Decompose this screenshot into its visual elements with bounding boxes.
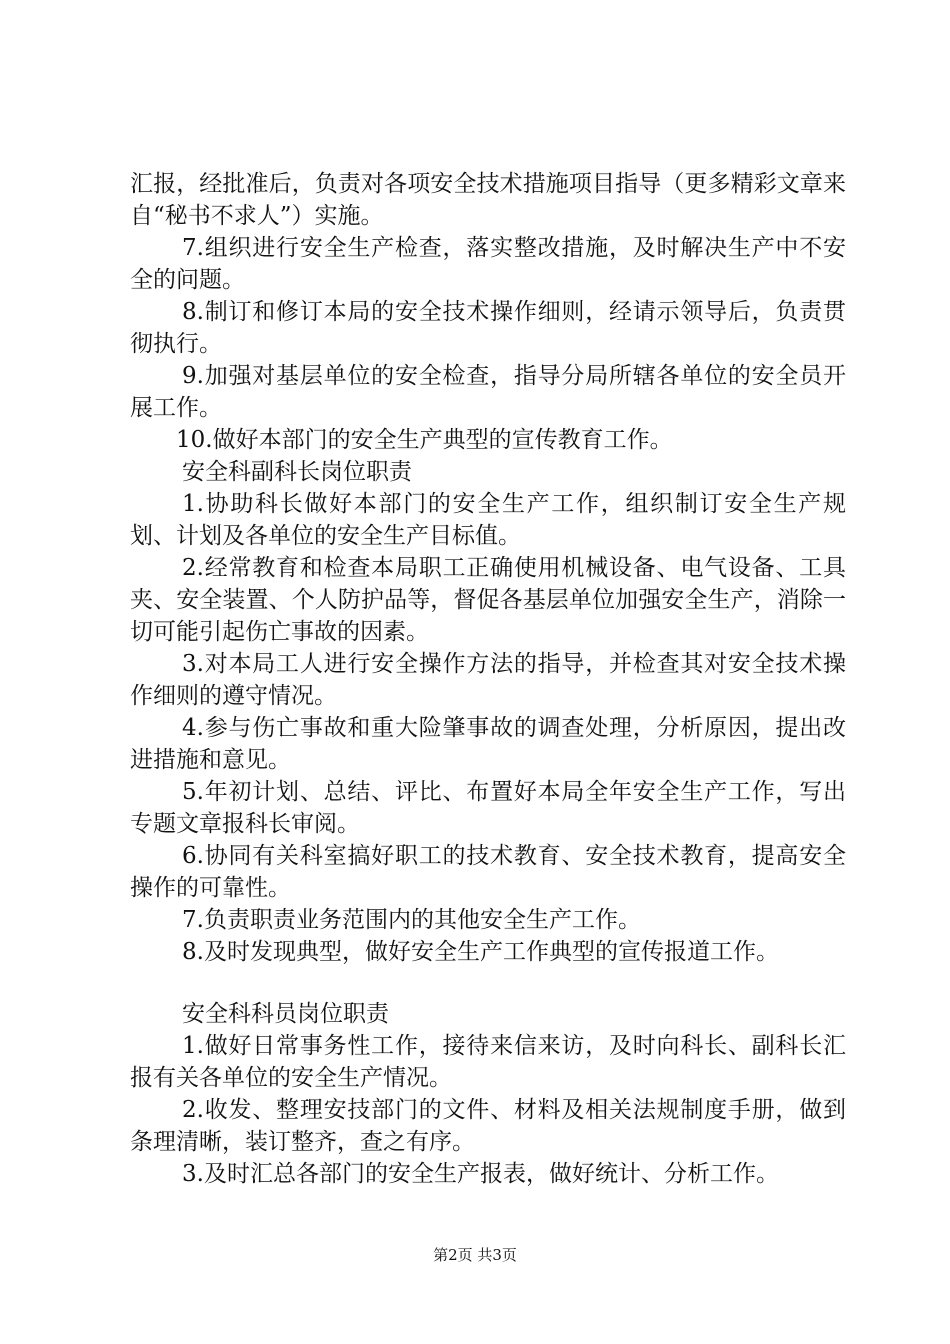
document-body: [130, 168, 846, 1190]
paragraph-staff-item-2: 2.收发、整理安技部门的文件、材料及相关法规制度手册，做到条理清晰，装订整齐，查之有序。: [130, 1097, 846, 1155]
paragraph-continuation: 汇报，经批准后，负责对各项安全技术措施项目指导（更多精彩文章来自“秘书不求人”）实施。: [130, 171, 846, 229]
paragraph-deputy-item-5: 5.年初计划、总结、评比、布置好本局全年安全生产工作，写出专题文章报科长审阅。: [130, 779, 846, 837]
paragraph-staff-item-1: 1.做好日常事务性工作，接待来信来访，及时向科长、副科长汇报有关各单位的安全生产情况。: [130, 1033, 846, 1091]
paragraph-deputy-item-2: 2.经常教育和检查本局职工正确使用机械设备、电气设备、工具夹、安全装置、个人防护品等，督促各基层单位加强安全生产，消除一切可能引起伤亡事故的因素。: [130, 555, 846, 645]
paragraph-deputy-item-8: 8.及时发现典型，做好安全生产工作典型的宣传报道工作。: [182, 939, 779, 965]
paragraph-deputy-item-3: 3.对本局工人进行安全操作方法的指导，并检查其对安全技术操作细则的遵守情况。: [130, 651, 846, 709]
page-footer: 第2页 共3页: [433, 1246, 517, 1264]
paragraph-deputy-item-1: 1.协助科长做好本部门的安全生产工作，组织制订安全生产规划、计划及各单位的安全生产目标值。: [130, 491, 846, 549]
paragraph-item-7: 7.组织进行安全生产检查，落实整改措施，及时解决生产中不安全的问题。: [130, 235, 846, 293]
paragraph-gap: [130, 968, 846, 998]
paragraph-deputy-item-4: 4.参与伤亡事故和重大险肇事故的调查处理，分析原因，提出改进措施和意见。: [130, 715, 846, 773]
paragraph-deputy-item-7: 7.负责职责业务范围内的其他安全生产工作。: [182, 907, 641, 933]
paragraph-staff-item-3: 3.及时汇总各部门的安全生产报表，做好统计、分析工作。: [182, 1161, 779, 1187]
paragraph-deputy-item-6: 6.协同有关科室搞好职工的技术教育、安全技术教育，提高安全操作的可靠性。: [130, 843, 846, 901]
paragraph-item-10: 10.做好本部门的安全生产典型的宣传教育工作。: [176, 427, 673, 453]
section-heading-staff: 安全科科员岗位职责: [182, 1001, 389, 1027]
section-heading-deputy-chief: 安全科副科长岗位职责: [182, 459, 412, 485]
paragraph-item-9: 9.加强对基层单位的安全检查，指导分局所辖各单位的安全员开展工作。: [130, 363, 846, 421]
paragraph-item-8: 8.制订和修订本局的安全技术操作细则，经请示领导后，负责贯彻执行。: [130, 299, 846, 357]
